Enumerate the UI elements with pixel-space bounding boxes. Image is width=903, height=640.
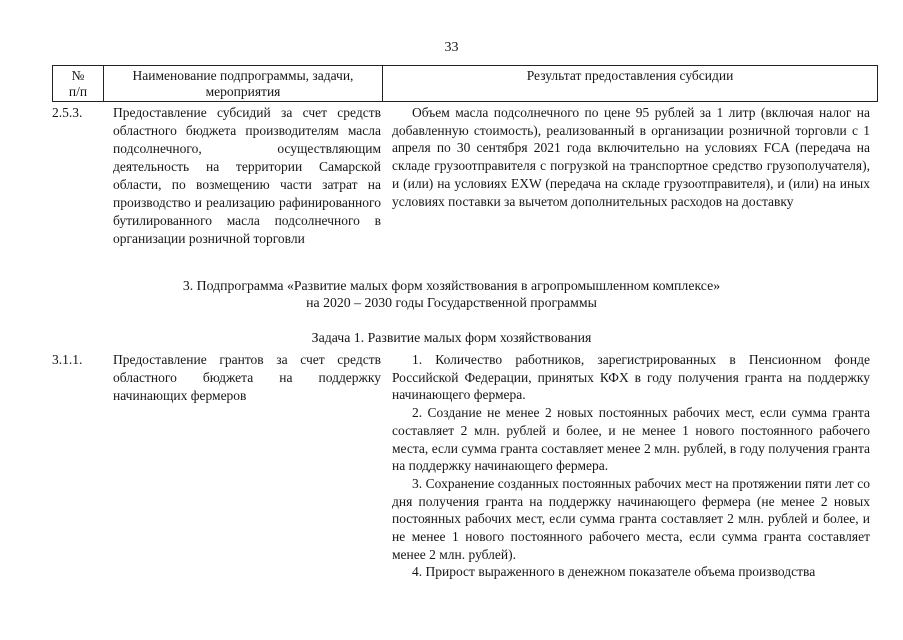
result-paragraph: 2. Создание не менее 2 новых постоянных рабочих мест, если сумма гранта составляет 2 млн. рублей и более, и не менее 1 нового постоянного рабочего места, если сумма гранта составляет менее 2 млн. рублей, в году получения гранта на поддержку начинающего фермера. <box>392 405 870 474</box>
row-result <box>392 104 870 210</box>
row-name-text: Предоставление субсидий за счет средств областного бюджета производителям масла подсолнечного, осуществляющим деятельность на территории Самарской области, по возмещению части затрат на производство и реализацию рафинированного бутилированного масла подсолнечного в организации розничной торговли <box>113 105 381 246</box>
subprogram-heading-line1: 3. Подпрограмма «Развитие малых форм хозяйствования в агропромышленном комплексе» <box>182 278 721 293</box>
header-result-cell <box>382 66 877 101</box>
task-heading <box>0 329 903 346</box>
header-num-label: № п/п <box>68 67 88 99</box>
task-heading-text: Задача 1. Развитие малых форм хозяйствования <box>311 330 592 345</box>
result-paragraph: 3. Сохранение созданных постоянных рабочих мест на протяжении пяти лет со дня получения гранта на поддержку начинающего фермера (не менее 2 новых постоянных рабочих мест, если сумма гранта составляет 2 млн. рублей и более, и не менее 1 нового постоянного рабочего места, если сумма гранта составляет менее 2 млн. рублей). <box>392 475 870 562</box>
header-num-cell <box>53 66 103 101</box>
row-name-text: Предоставление грантов за счет средств областного бюджета на поддержку начинающих фермеров <box>113 352 381 403</box>
row-name <box>113 104 381 248</box>
header-name-label: Наименование подпрограммы, задачи, мероприятия <box>132 67 354 99</box>
row-number: 3.1.1. <box>52 352 83 367</box>
row-number: 2.5.3. <box>52 105 83 120</box>
result-paragraph: 4. Прирост выраженного в денежном показателе объема производства <box>412 564 816 580</box>
result-paragraph: Объем масла подсолнечного по цене 95 рублей за 1 литр (включая налог на добавленную стоимость), реализованный в организации розничной торговли с 1 апреля по 30 сентября 2021 года включительно на условиях FCA (передача на складе грузоотправителя с погрузкой на транспортное средство грузополучателя), и (или) на условиях EXW (передача на складе грузоотправителя), и (или) на иных условиях поставки за вычетом дополнительных расходов на доставку <box>392 105 870 209</box>
header-result-label: Результат предоставления субсидии <box>526 68 734 83</box>
subprogram-heading <box>0 277 903 311</box>
table-header <box>52 65 878 102</box>
result-paragraph: 1. Количество работников, зарегистрированных в Пенсионном фонде Российской Федерации, принятых КФХ в году получения гранта на поддержку начинающего фермера. <box>392 352 870 403</box>
page-number: 33 <box>444 40 459 55</box>
row-name <box>113 351 381 405</box>
subprogram-heading-line2: на 2020 – 2030 годы Государственной программы <box>306 295 597 310</box>
row-result <box>392 351 870 581</box>
header-name-cell <box>103 66 382 101</box>
